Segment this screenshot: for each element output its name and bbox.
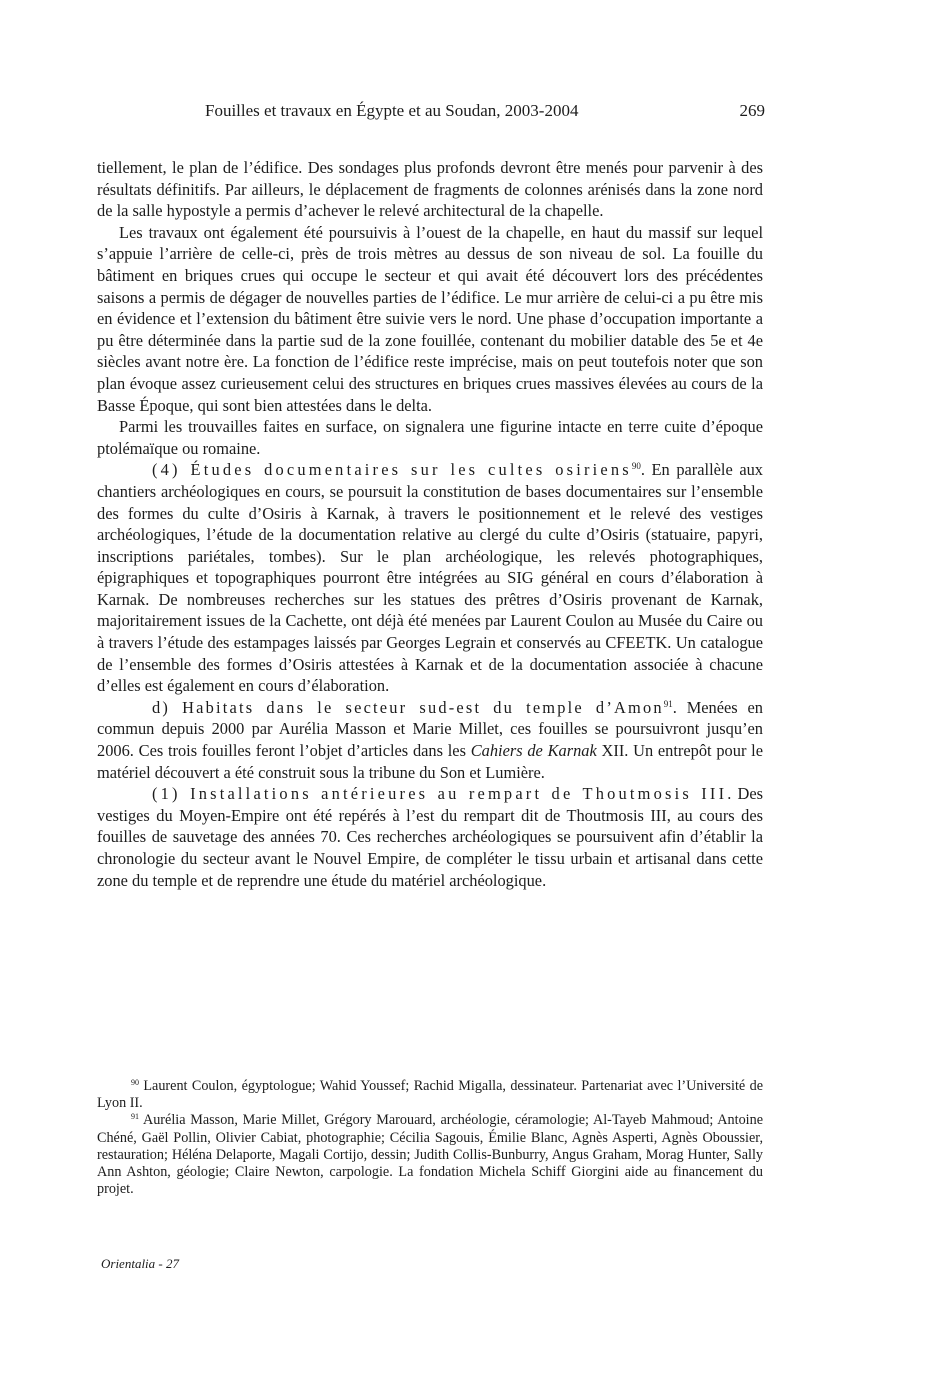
main-text [97,157,763,891]
paragraph-finds: Parmi les trouvailles faites en surface, on signalera une figurine intacte en terre cuite d’époque ptolémaïque ou romaine. [97,417,763,458]
footnote-91 [97,1112,763,1198]
running-title: Fouilles et travaux en Égypte et au Soudan, 2003-2004 [205,101,579,120]
footer-separator: - [158,1256,163,1271]
paragraph-west-chapel: Les travaux ont également été poursuivis à l’ouest de la chapelle, en haut du massif sur lequel s’appuie l’arrière de celle-ci, près de trois mètres au dessus de son niveau de sol. La fouille du bâtiment en briques crues qui occupe le secteur et qui avait été découvert lors des précédentes saisons a permis de dégager de nouvelles parties de l’édifice. Le mur arrière de celui-ci a pu être mis en évidence et l’extension du bâtiment être suivie vers le nord. Une phase d’occupation importante a pu être déterminée dans la partie sud de la zone fouillée, contenant du mobilier datable des 5e et 4e siècles avant notre ère. La fonction de l’édifice reste imprécise, mais on peut toutefois noter que son plan évoque assez curieusement celui des structures en briques crues massives élevées au cours de la Basse Époque, qui sont bien attestées dans le delta. [97,222,763,415]
signature-number: 27 [166,1256,180,1271]
section-habitats [97,697,763,783]
page-number: 269 [739,101,765,120]
section-osiris-studies [97,459,763,697]
footnote-text: Aurélia Masson, Marie Millet, Grégory Marouard, archéologie, céramologie; Al-Tayeb Mahmoud; Antoine Chéné, Gaël Pollin, Olivier Cabiat, photographie; Cécilia Sagouis, Émilie Blanc, Agnès Asperti, Agnès Oboussier, restauration; Héléna Delaporte, Magali Cortijo, dessin; Judith Collis-Bunburry, Angus Graham, Morag Hunter, Sally Ann Ashton, géologie; Claire Newton, carpologie. La fondation Michela Schiff Giorgini aide au financement du projet. [97,1112,763,1198]
section-text-habitats-1: . Menées en commun depuis 2000 par Aurélia Masson et Marie Millet, ces fouilles se poursuivront jusqu’en 2006. Ces trois fouilles feront l’objet d’articles dans les [97,697,763,761]
footnote-text: Laurent Coulon, égyptologue; Wahid Youssef; Rachid Migalla, dessinateur. Partenariat avec l’Université de Lyon II. [97,1078,763,1112]
footnote-number: 91 [131,1112,139,1122]
section-heading-installations: (1) Installations antérieures au rempart de Thoutmosis III [152,784,728,804]
section-heading-habitats: d) Habitats dans le secteur sud-est du temple d’Amon [152,697,664,717]
footnote-number: 90 [131,1078,139,1087]
journal-title-italic: Cahiers de Karnak [470,741,597,761]
footnotes [97,1078,763,1198]
page-footer [101,1256,179,1272]
section-installations [97,783,763,891]
footnote-ref-90[interactable]: 90 [631,461,641,472]
paragraph-continued: tiellement, le plan de l’édifice. Des sondages plus profonds devront être menés pour parvenir à des résultats définitifs. Par ailleurs, le déplacement de fragments de colonnes arénisés dans la zone nord de la salle hypostyle a permis d’achever le relevé architectural de la chapelle. [97,158,763,221]
journal-name: Orientalia [101,1256,156,1271]
footnote-ref-91[interactable]: 91 [663,698,673,709]
section-text-osiris: . En parallèle aux chantiers archéologiques en cours, se poursuit la constitution de bases documentaires sur l’ensemble des formes du culte d’Osiris à Karnak, à travers le positionnement et le relevé des vestiges archéologiques, l’étude de la documentation relative au clergé du culte d’Osiris (statuaire, papyri, inscriptions pariétales, tombes). Sur le plan archéologique, les relevés photographiques, épigraphiques et topographiques pourront être intégrées au SIG général en cours d’élaboration à Karnak. De nombreuses recherches sur les statues des prêtres d’Osiris provenant de Karnak, majoritairement issues de la Cachette, ont déjà été menées par Laurent Coulon au Musée du Caire ou à travers l’étude des estampages laissés par Georges Legrain et conservés au CFEETK. Un catalogue de l’ensemble des formes d’Osiris attestées à Karnak et de la documentation associée à chacune d’elles est également en cours d’élaboration. [97,460,763,696]
footnote-90 [97,1078,763,1112]
section-text-habitats-2: XII. Un entrepôt pour le matériel découvert a été construit sous la tribune du Son et Lumière. [97,741,763,782]
section-heading-osiris: (4) Études documentaires sur les cultes osiriens [152,460,632,480]
section-text-installations: . Des vestiges du Moyen-Empire ont été repérés à l’est du rempart dit de Thoutmosis III, au cours des fouilles de sauvetage des années 70. Ces recherches archéologiques se poursuivent afin d’établir la chronologie du secteur avant le Nouvel Empire, de compléter le tissu urbain et artisanal dans cette zone du temple et de reprendre une étude du matériel archéologique. [97,784,763,890]
